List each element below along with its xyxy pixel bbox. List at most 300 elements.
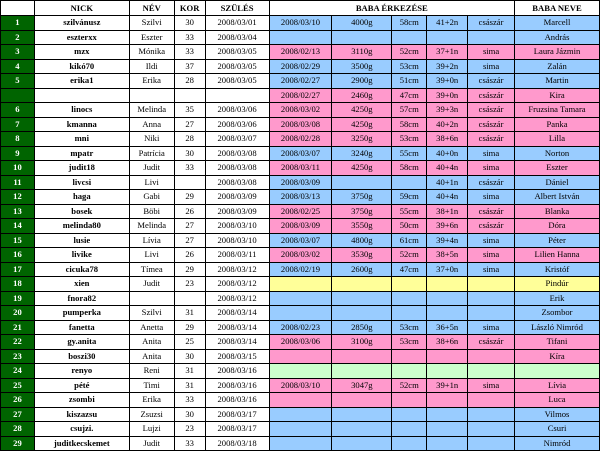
- length-cell: 53cm: [392, 59, 427, 74]
- age-cell: 31: [174, 378, 205, 393]
- age-cell: 31: [174, 364, 205, 379]
- baby-name-cell: Erik: [515, 291, 600, 306]
- name-cell: Böbi: [129, 204, 174, 219]
- table-row: [1, 161, 600, 176]
- header-baba-erkezese: BABA ÉRKEZÉSE: [269, 1, 515, 16]
- week-cell: 39+0n: [427, 88, 468, 103]
- name-cell: Lujzi: [129, 422, 174, 437]
- name-cell: Szilvi: [129, 306, 174, 321]
- birth-date-cell: [269, 422, 332, 437]
- weight-cell: [332, 277, 392, 292]
- baby-name-cell: Kristóf: [515, 262, 600, 277]
- nick-cell: kmanna: [34, 117, 129, 132]
- due-date-cell: 2008/03/05: [205, 45, 269, 60]
- method-cell: sima: [468, 59, 515, 74]
- name-cell: Erika: [129, 393, 174, 408]
- weight-cell: 4250g: [332, 117, 392, 132]
- due-date-cell: 2008/03/06: [205, 103, 269, 118]
- length-cell: [392, 422, 427, 437]
- table-row: [1, 190, 600, 205]
- method-cell: sima: [468, 248, 515, 263]
- weight-cell: 3110g: [332, 45, 392, 60]
- weight-cell: [332, 175, 392, 190]
- week-cell: [427, 393, 468, 408]
- due-date-cell: 2008/03/08: [205, 161, 269, 176]
- row-number: 26: [1, 393, 35, 408]
- weight-cell: [332, 393, 392, 408]
- row-number: 12: [1, 190, 35, 205]
- table-row: [1, 103, 600, 118]
- method-cell: [468, 30, 515, 45]
- age-cell: 30: [174, 407, 205, 422]
- length-cell: [392, 393, 427, 408]
- row-number: 18: [1, 277, 35, 292]
- length-cell: [392, 30, 427, 45]
- birth-date-cell: [269, 393, 332, 408]
- week-cell: 38+6n: [427, 132, 468, 147]
- weight-cell: 2850g: [332, 320, 392, 335]
- baby-name-cell: Kira: [515, 88, 600, 103]
- baby-name-cell: Lívia: [515, 378, 600, 393]
- weight-cell: 3550g: [332, 219, 392, 234]
- method-cell: [468, 364, 515, 379]
- week-cell: 39+2n: [427, 59, 468, 74]
- birth-date-cell: 2008/02/23: [269, 320, 332, 335]
- length-cell: 53cm: [392, 320, 427, 335]
- weight-cell: [332, 436, 392, 451]
- length-cell: 47cm: [392, 262, 427, 277]
- method-cell: [468, 393, 515, 408]
- birth-date-cell: 2008/03/07: [269, 233, 332, 248]
- age-cell: 25: [174, 335, 205, 350]
- nick-cell: cicuka78: [34, 262, 129, 277]
- birth-date-cell: 2008/03/09: [269, 175, 332, 190]
- nick-cell: linocs: [34, 103, 129, 118]
- method-cell: császár: [468, 88, 515, 103]
- nick-cell: renyo: [34, 364, 129, 379]
- method-cell: [468, 349, 515, 364]
- due-date-cell: 2008/03/17: [205, 422, 269, 437]
- age-cell: [174, 291, 205, 306]
- length-cell: 52cm: [392, 248, 427, 263]
- row-number: 6: [1, 103, 35, 118]
- weight-cell: 2460g: [332, 88, 392, 103]
- birth-date-cell: 2008/02/19: [269, 262, 332, 277]
- name-cell: Erika: [129, 74, 174, 89]
- weight-cell: [332, 30, 392, 45]
- table-row: [1, 248, 600, 263]
- nick-cell: gy.anita: [34, 335, 129, 350]
- birth-date-cell: 2008/02/13: [269, 45, 332, 60]
- baby-name-cell: Péter: [515, 233, 600, 248]
- name-cell: Zsuzsi: [129, 407, 174, 422]
- age-cell: 28: [174, 74, 205, 89]
- name-cell: Timi: [129, 378, 174, 393]
- week-cell: 38+1n: [427, 204, 468, 219]
- table-row: [1, 277, 600, 292]
- due-date-cell: 2008/03/10: [205, 219, 269, 234]
- length-cell: 57cm: [392, 103, 427, 118]
- week-cell: 39+4n: [427, 233, 468, 248]
- due-date-cell: 2008/03/11: [205, 248, 269, 263]
- week-cell: 39+3n: [427, 103, 468, 118]
- row-number: 24: [1, 364, 35, 379]
- nick-cell: erika1: [34, 74, 129, 89]
- length-cell: 53cm: [392, 335, 427, 350]
- header-num: [1, 1, 35, 16]
- table-row: [1, 30, 600, 45]
- birth-date-cell: 2008/03/10: [269, 16, 332, 31]
- week-cell: 38+6n: [427, 335, 468, 350]
- row-number: 29: [1, 436, 35, 451]
- weight-cell: [332, 349, 392, 364]
- length-cell: [392, 291, 427, 306]
- table-row: [1, 16, 600, 31]
- table-row: [1, 175, 600, 190]
- table-row: [1, 393, 600, 408]
- name-cell: Judit: [129, 277, 174, 292]
- baby-name-cell: [515, 364, 600, 379]
- weight-cell: 2900g: [332, 74, 392, 89]
- age-cell: 28: [174, 132, 205, 147]
- birth-date-cell: 2008/03/02: [269, 248, 332, 263]
- table-row: [1, 422, 600, 437]
- table-row: [1, 59, 600, 74]
- table-row: [1, 378, 600, 393]
- age-cell: 23: [174, 422, 205, 437]
- name-cell: Niki: [129, 132, 174, 147]
- weight-cell: 3250g: [332, 132, 392, 147]
- length-cell: [392, 364, 427, 379]
- due-date-cell: 2008/03/08: [205, 146, 269, 161]
- birth-date-cell: [269, 30, 332, 45]
- week-cell: [427, 349, 468, 364]
- name-cell: Livi: [129, 175, 174, 190]
- birth-date-cell: [269, 306, 332, 321]
- nick-cell: [34, 88, 129, 103]
- nick-cell: pété: [34, 378, 129, 393]
- baby-name-cell: Kíra: [515, 349, 600, 364]
- week-cell: [427, 30, 468, 45]
- weight-cell: [332, 422, 392, 437]
- method-cell: [468, 291, 515, 306]
- row-number: 16: [1, 248, 35, 263]
- header-nick: NICK: [34, 1, 129, 16]
- name-cell: Szilvi: [129, 16, 174, 31]
- method-cell: sima: [468, 378, 515, 393]
- header-kor: KOR: [174, 1, 205, 16]
- age-cell: 35: [174, 103, 205, 118]
- row-number: 11: [1, 175, 35, 190]
- weight-cell: 3240g: [332, 146, 392, 161]
- birth-date-cell: [269, 436, 332, 451]
- name-cell: Anita: [129, 335, 174, 350]
- birth-date-cell: 2008/03/02: [269, 103, 332, 118]
- row-number: 28: [1, 422, 35, 437]
- weight-cell: 2600g: [332, 262, 392, 277]
- baby-name-cell: Dániel: [515, 175, 600, 190]
- age-cell: [174, 175, 205, 190]
- method-cell: császár: [468, 204, 515, 219]
- due-date-cell: 2008/03/16: [205, 378, 269, 393]
- length-cell: [392, 349, 427, 364]
- row-number: 25: [1, 378, 35, 393]
- week-cell: 40+4n: [427, 190, 468, 205]
- baby-name-cell: Vilmos: [515, 407, 600, 422]
- row-number: 8: [1, 132, 35, 147]
- weight-cell: 3100g: [332, 335, 392, 350]
- baby-name-cell: Marcell: [515, 16, 600, 31]
- row-number: 5: [1, 74, 35, 89]
- row-number: 7: [1, 117, 35, 132]
- due-date-cell: 2008/03/07: [205, 132, 269, 147]
- row-number: 3: [1, 45, 35, 60]
- table-row: [1, 306, 600, 321]
- row-number: 9: [1, 146, 35, 161]
- length-cell: 50cm: [392, 219, 427, 234]
- name-cell: Judit: [129, 436, 174, 451]
- week-cell: 36+5n: [427, 320, 468, 335]
- row-number: 22: [1, 335, 35, 350]
- age-cell: 29: [174, 190, 205, 205]
- nick-cell: bosek: [34, 204, 129, 219]
- weight-cell: 4000g: [332, 16, 392, 31]
- length-cell: 52cm: [392, 378, 427, 393]
- birth-date-cell: 2008/02/28: [269, 132, 332, 147]
- nick-cell: zsombi: [34, 393, 129, 408]
- nick-cell: kikó70: [34, 59, 129, 74]
- name-cell: Mónika: [129, 45, 174, 60]
- length-cell: 52cm: [392, 45, 427, 60]
- table-row: [1, 219, 600, 234]
- due-date-cell: 2008/03/04: [205, 30, 269, 45]
- row-number: 4: [1, 59, 35, 74]
- week-cell: 41+2n: [427, 16, 468, 31]
- baby-name-cell: Martin: [515, 74, 600, 89]
- age-cell: 33: [174, 30, 205, 45]
- age-cell: 31: [174, 306, 205, 321]
- method-cell: [468, 436, 515, 451]
- due-date-cell: 2008/03/16: [205, 393, 269, 408]
- name-cell: Reni: [129, 364, 174, 379]
- birth-date-cell: 2008/02/25: [269, 204, 332, 219]
- weight-cell: 3047g: [332, 378, 392, 393]
- age-cell: 23: [174, 277, 205, 292]
- due-date-cell: [205, 88, 269, 103]
- weight-cell: 4250g: [332, 161, 392, 176]
- name-cell: Judit: [129, 161, 174, 176]
- method-cell: sima: [468, 161, 515, 176]
- week-cell: 39+1n: [427, 378, 468, 393]
- row-number: 2: [1, 30, 35, 45]
- baby-name-cell: Lilla: [515, 132, 600, 147]
- table-row: [1, 335, 600, 350]
- birth-date-cell: 2008/03/09: [269, 219, 332, 234]
- nick-cell: fnora82: [34, 291, 129, 306]
- nick-cell: fanetta: [34, 320, 129, 335]
- row-number: [1, 88, 35, 103]
- birth-date-cell: 2008/03/08: [269, 117, 332, 132]
- name-cell: Anita: [129, 349, 174, 364]
- name-cell: Ildi: [129, 59, 174, 74]
- week-cell: [427, 364, 468, 379]
- method-cell: császár: [468, 74, 515, 89]
- row-number: 27: [1, 407, 35, 422]
- age-cell: 30: [174, 349, 205, 364]
- due-date-cell: 2008/03/14: [205, 320, 269, 335]
- birth-date-cell: [269, 364, 332, 379]
- nick-cell: csujzi.: [34, 422, 129, 437]
- weight-cell: 3500g: [332, 59, 392, 74]
- weight-cell: 3750g: [332, 190, 392, 205]
- baby-name-cell: Nimród: [515, 436, 600, 451]
- length-cell: 61cm: [392, 233, 427, 248]
- nick-cell: juditkecskemet: [34, 436, 129, 451]
- baby-name-cell: Tifani: [515, 335, 600, 350]
- nick-cell: haga: [34, 190, 129, 205]
- weight-cell: 3750g: [332, 204, 392, 219]
- age-cell: 33: [174, 393, 205, 408]
- name-cell: Patrícia: [129, 146, 174, 161]
- method-cell: [468, 277, 515, 292]
- table-row: [1, 146, 600, 161]
- nick-cell: melinda80: [34, 219, 129, 234]
- header-baba-neve: BABA NEVE: [515, 1, 600, 16]
- length-cell: [392, 277, 427, 292]
- birth-date-cell: 2008/02/29: [269, 59, 332, 74]
- length-cell: 47cm: [392, 88, 427, 103]
- due-date-cell: 2008/03/14: [205, 306, 269, 321]
- baby-name-cell: Panka: [515, 117, 600, 132]
- row-number: 10: [1, 161, 35, 176]
- header-row: [1, 1, 600, 16]
- week-cell: 40+1n: [427, 175, 468, 190]
- due-date-cell: 2008/03/10: [205, 233, 269, 248]
- row-number: 19: [1, 291, 35, 306]
- method-cell: sima: [468, 233, 515, 248]
- weight-cell: 3530g: [332, 248, 392, 263]
- baby-name-cell: András: [515, 30, 600, 45]
- method-cell: sima: [468, 320, 515, 335]
- length-cell: 53cm: [392, 132, 427, 147]
- method-cell: sima: [468, 45, 515, 60]
- name-cell: Tímea: [129, 262, 174, 277]
- age-cell: 30: [174, 146, 205, 161]
- row-number: 1: [1, 16, 35, 31]
- name-cell: Gabi: [129, 190, 174, 205]
- due-date-cell: 2008/03/01: [205, 16, 269, 31]
- name-cell: Anna: [129, 117, 174, 132]
- length-cell: [392, 175, 427, 190]
- row-number: 14: [1, 219, 35, 234]
- table-row: [1, 117, 600, 132]
- age-cell: 33: [174, 436, 205, 451]
- method-cell: császár: [468, 219, 515, 234]
- due-date-cell: 2008/03/05: [205, 74, 269, 89]
- nick-cell: livcsi: [34, 175, 129, 190]
- baby-name-cell: Zalán: [515, 59, 600, 74]
- method-cell: [468, 407, 515, 422]
- due-date-cell: 2008/03/09: [205, 190, 269, 205]
- age-cell: 33: [174, 45, 205, 60]
- birth-date-cell: 2008/02/27: [269, 88, 332, 103]
- week-cell: 40+2n: [427, 117, 468, 132]
- name-cell: Eszter: [129, 30, 174, 45]
- length-cell: [392, 407, 427, 422]
- week-cell: 40+0n: [427, 146, 468, 161]
- baby-name-cell: Dóra: [515, 219, 600, 234]
- table-row: [1, 204, 600, 219]
- week-cell: 37+0n: [427, 262, 468, 277]
- week-cell: [427, 422, 468, 437]
- week-cell: 39+6n: [427, 219, 468, 234]
- age-cell: 29: [174, 262, 205, 277]
- baby-name-cell: Eszter: [515, 161, 600, 176]
- baby-name-cell: Fruzsina Tamara: [515, 103, 600, 118]
- length-cell: 58cm: [392, 161, 427, 176]
- header-szules: SZÜLÉS: [205, 1, 269, 16]
- age-cell: [174, 88, 205, 103]
- due-date-cell: 2008/03/06: [205, 117, 269, 132]
- length-cell: 55cm: [392, 146, 427, 161]
- week-cell: [427, 277, 468, 292]
- baby-name-cell: Lilien Hanna: [515, 248, 600, 263]
- week-cell: 39+0n: [427, 74, 468, 89]
- birth-date-cell: [269, 349, 332, 364]
- table-row: [1, 132, 600, 147]
- week-cell: 40+4n: [427, 161, 468, 176]
- row-number: 17: [1, 262, 35, 277]
- age-cell: 29: [174, 320, 205, 335]
- age-cell: 26: [174, 248, 205, 263]
- method-cell: császár: [468, 175, 515, 190]
- table-row: [1, 364, 600, 379]
- row-number: 13: [1, 204, 35, 219]
- due-date-cell: 2008/03/05: [205, 59, 269, 74]
- baby-name-cell: Albert István: [515, 190, 600, 205]
- due-date-cell: 2008/03/12: [205, 277, 269, 292]
- baby-name-cell: Laura Jázmin: [515, 45, 600, 60]
- nick-cell: kiszazsu: [34, 407, 129, 422]
- nick-cell: szilvánusz: [34, 16, 129, 31]
- name-cell: Melinda: [129, 103, 174, 118]
- method-cell: sima: [468, 190, 515, 205]
- week-cell: [427, 436, 468, 451]
- table-row: [1, 88, 600, 103]
- week-cell: 38+5n: [427, 248, 468, 263]
- weight-cell: [332, 407, 392, 422]
- table-row: [1, 320, 600, 335]
- baby-name-cell: Csuri: [515, 422, 600, 437]
- weight-cell: 4250g: [332, 103, 392, 118]
- name-cell: Livi: [129, 248, 174, 263]
- weight-cell: [332, 306, 392, 321]
- row-number: 20: [1, 306, 35, 321]
- age-cell: 27: [174, 219, 205, 234]
- weight-cell: [332, 291, 392, 306]
- age-cell: 26: [174, 204, 205, 219]
- length-cell: 51cm: [392, 74, 427, 89]
- due-date-cell: 2008/03/18: [205, 436, 269, 451]
- birth-date-cell: 2008/03/13: [269, 190, 332, 205]
- nick-cell: eszterxx: [34, 30, 129, 45]
- method-cell: császár: [468, 132, 515, 147]
- due-date-cell: 2008/03/15: [205, 349, 269, 364]
- table-row: [1, 233, 600, 248]
- birth-date-cell: [269, 407, 332, 422]
- nick-cell: judit18: [34, 161, 129, 176]
- method-cell: sima: [468, 262, 515, 277]
